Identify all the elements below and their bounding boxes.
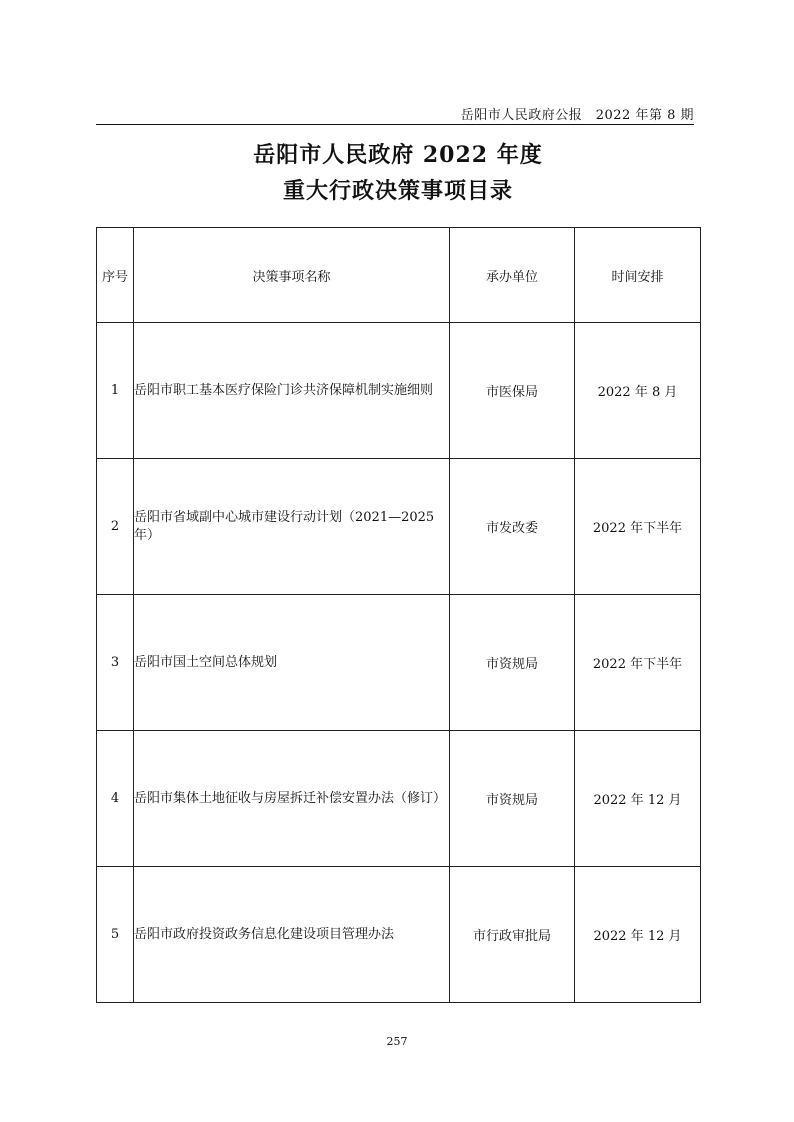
decision-name: 岳阳市职工基本医疗保险门诊共济保障机制实施细则 <box>134 323 450 459</box>
decision-name: 岳阳市国土空间总体规划 <box>134 595 450 731</box>
column-header-number: 序号 <box>97 228 134 323</box>
schedule: 2022 年 8 月 <box>575 323 701 459</box>
decision-catalog-table <box>96 227 701 1003</box>
decision-name: 岳阳市政府投资政务信息化建设项目管理办法 <box>134 867 450 1003</box>
schedule: 2022 年 12 月 <box>575 731 701 867</box>
responsible-unit: 市医保局 <box>450 323 575 459</box>
responsible-unit: 市发改委 <box>450 459 575 595</box>
table-row <box>97 731 701 867</box>
row-number: 4 <box>97 731 134 867</box>
schedule: 2022 年下半年 <box>575 595 701 731</box>
schedule: 2022 年下半年 <box>575 459 701 595</box>
table-row <box>97 323 701 459</box>
schedule: 2022 年 12 月 <box>575 867 701 1003</box>
document-title-line2: 重大行政决策事项目录 <box>282 178 513 204</box>
document-title-line1: 岳阳市人民政府 2022 年度 <box>253 142 543 168</box>
page-number: 257 <box>386 1035 408 1048</box>
table-row <box>97 595 701 731</box>
column-header-unit: 承办单位 <box>450 228 575 323</box>
column-header-name: 决策事项名称 <box>134 228 450 323</box>
table-row <box>97 867 701 1003</box>
responsible-unit: 市行政审批局 <box>450 867 575 1003</box>
running-header: 岳阳市人民政府公报 2022 年第 8 期 <box>460 108 694 123</box>
column-header-time: 时间安排 <box>575 228 701 323</box>
responsible-unit: 市资规局 <box>450 595 575 731</box>
table-row <box>97 459 701 595</box>
decision-name: 岳阳市集体土地征收与房屋拆迁补偿安置办法（修订） <box>134 731 450 867</box>
header-divider <box>96 124 694 125</box>
row-number: 3 <box>97 595 134 731</box>
table-header-row <box>97 228 701 323</box>
responsible-unit: 市资规局 <box>450 731 575 867</box>
row-number: 2 <box>97 459 134 595</box>
row-number: 5 <box>97 867 134 1003</box>
decision-name: 岳阳市省域副中心城市建设行动计划（2021—2025年） <box>134 459 450 595</box>
row-number: 1 <box>97 323 134 459</box>
